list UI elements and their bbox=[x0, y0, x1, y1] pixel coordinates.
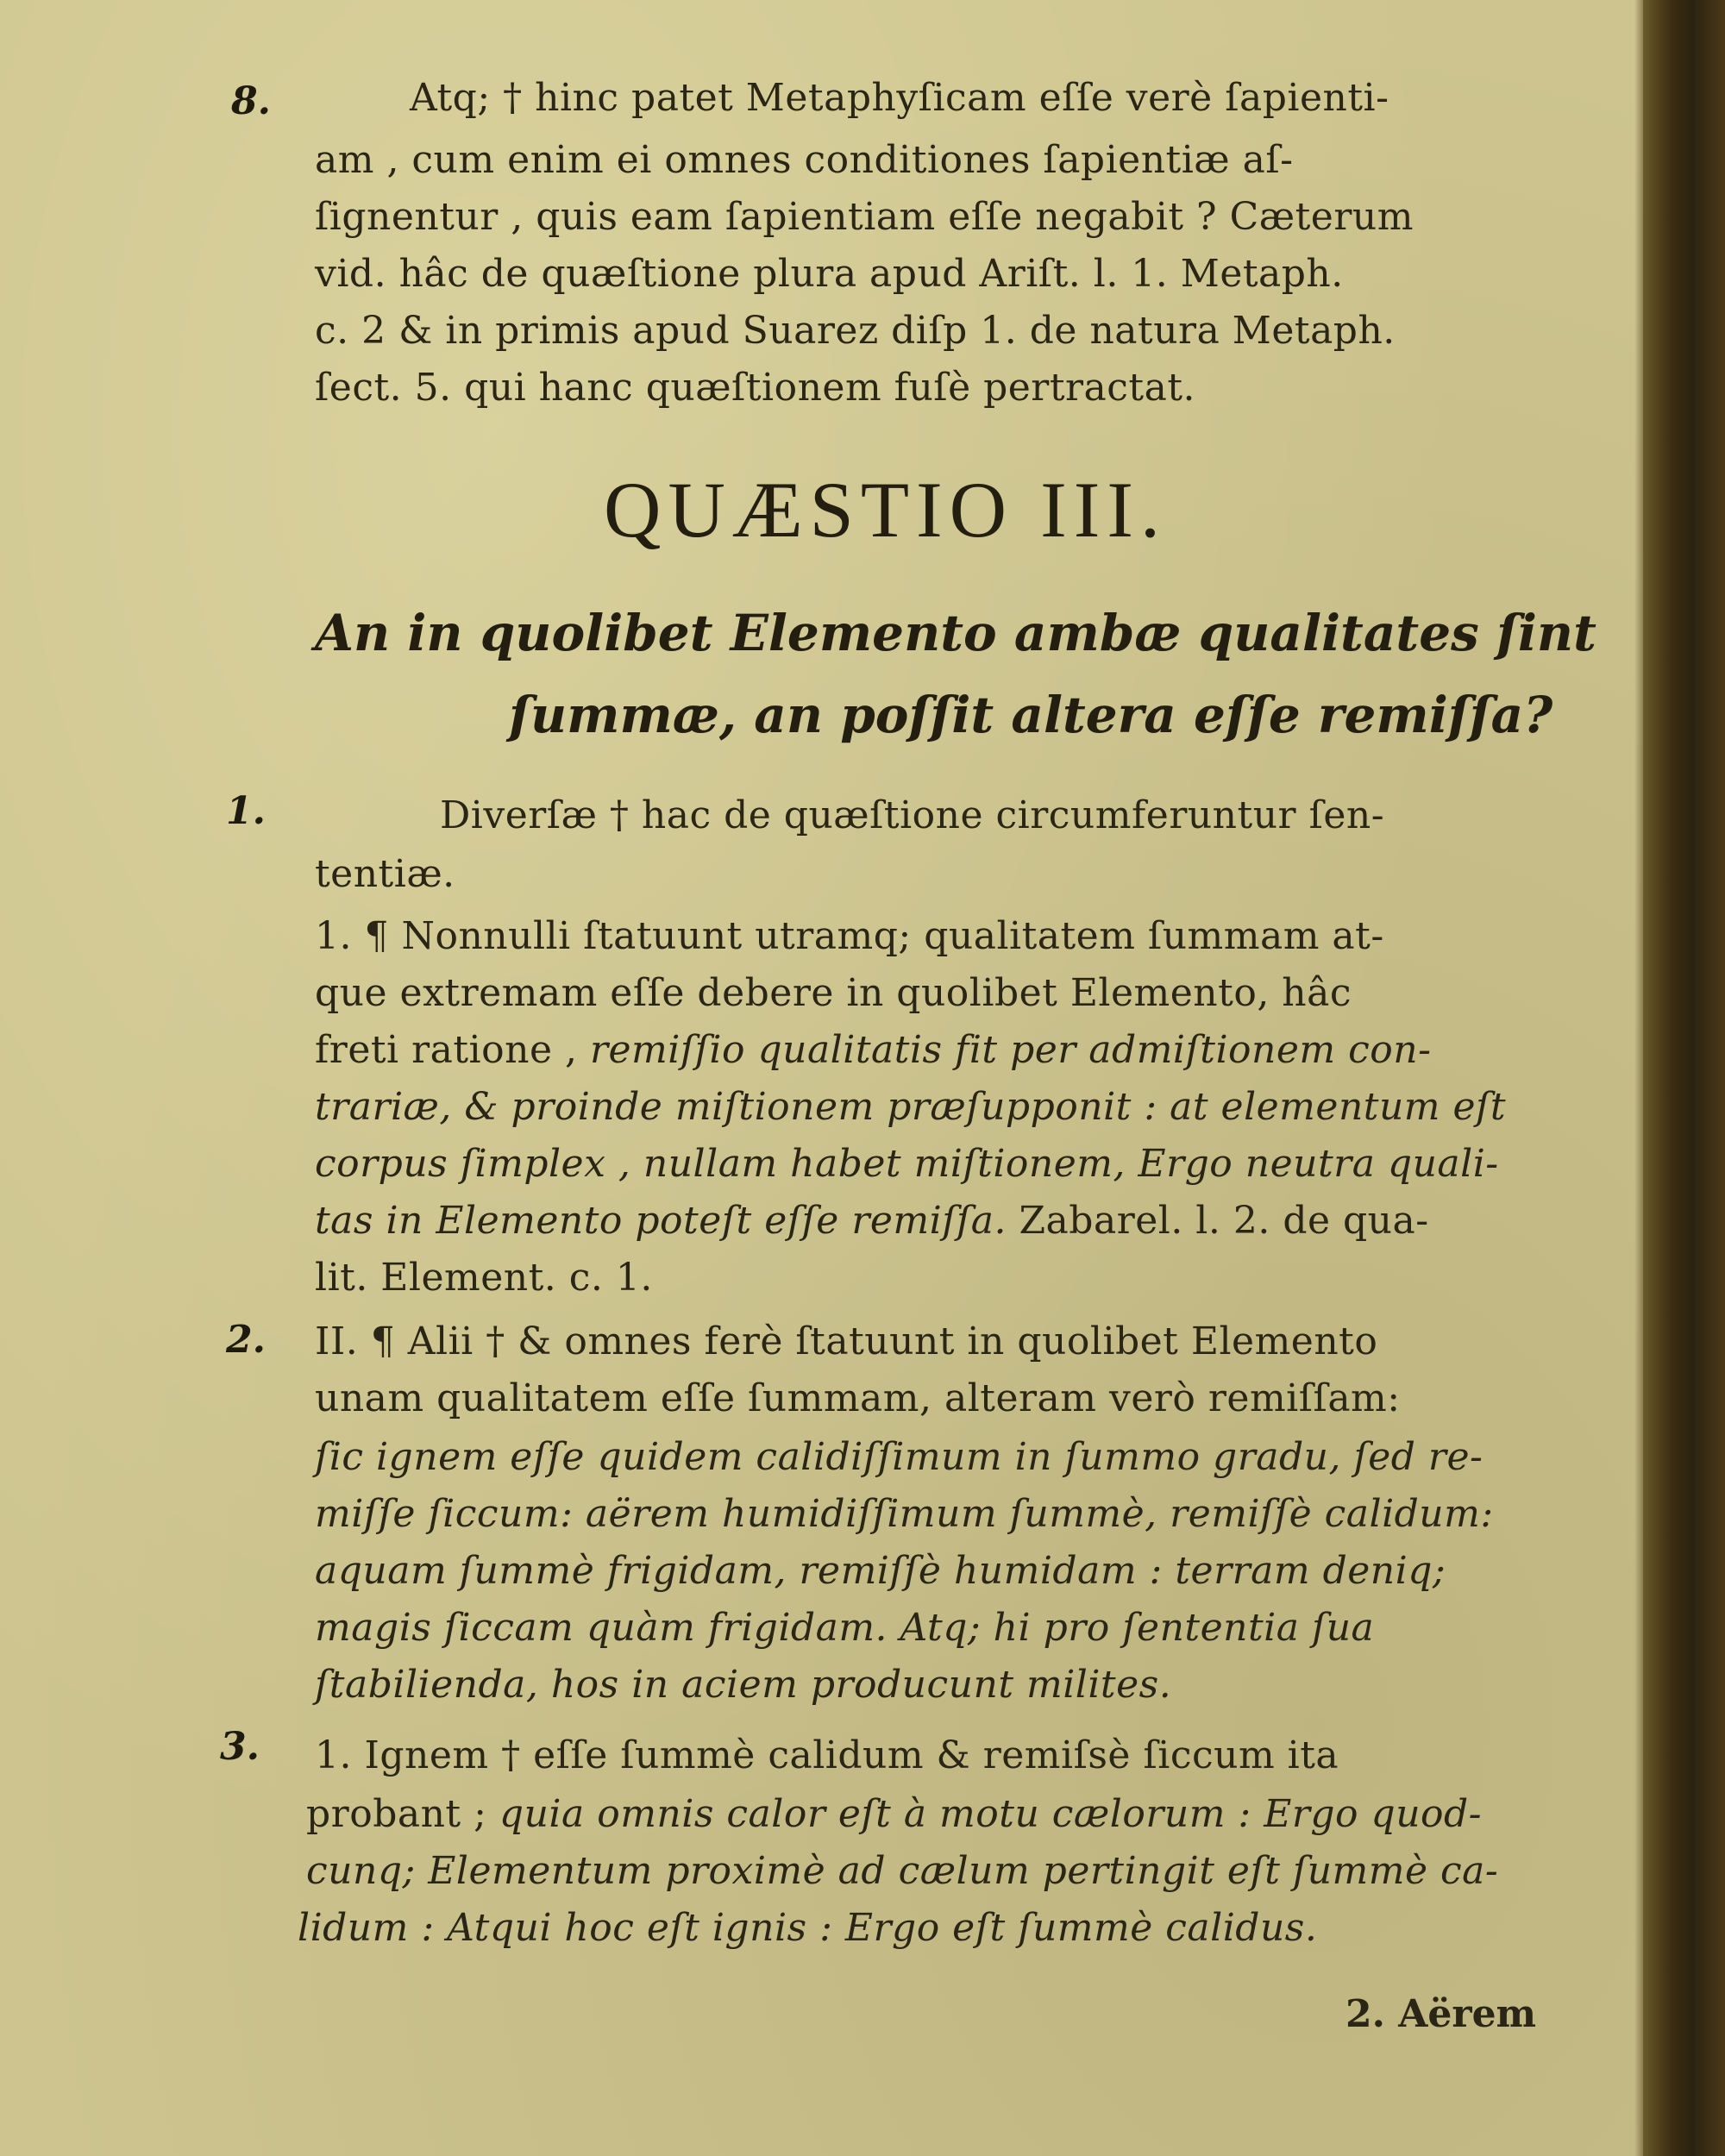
text-italic: quia omnis calor eſt à motu cælorum : Ergo quod- bbox=[499, 1792, 1483, 1836]
text-line: unam qualitatem eſſe ſummam, alteram verò remiſſam: bbox=[315, 1376, 1401, 1420]
text-line: c. 2 & in primis apud Suarez diſp 1. de natura Metaph. bbox=[315, 309, 1396, 353]
text-line: II. ¶ Alii † & omnes ferè ſtatuunt in quolibet Elemento bbox=[315, 1319, 1378, 1363]
text-line: tentiæ. bbox=[315, 852, 455, 896]
book-gutter bbox=[1643, 0, 1725, 2156]
text-line: ſtabilienda, hos in aciem producunt milites. bbox=[315, 1663, 1172, 1707]
text-italic: tas in Elemento poteſt eſſe remiſſa. bbox=[315, 1199, 1007, 1243]
text-line: aquam ſummè frigidam, remiſſè humidam : terram deniq; bbox=[315, 1549, 1446, 1593]
text-line: Diverſæ † hac de quæſtione circumferuntur ſen- bbox=[440, 793, 1385, 837]
text-line: magis ſiccam quàm frigidam. Atq; hi pro ſententia ſua bbox=[315, 1606, 1375, 1650]
text-line: am , cum enim ei omnes conditiones ſapientiæ aſ- bbox=[315, 138, 1294, 182]
text-line bbox=[315, 1199, 1429, 1244]
question-subtitle-line: An in quolibet Elemento ambæ qualitates ſint bbox=[315, 604, 1596, 662]
text-line: corpus ſimplex , nullam habet miſtionem, Ergo neutra quali- bbox=[315, 1142, 1499, 1186]
text-line: ſic ignem eſſe quidem calidiſſimum in ſummo gradu, ſed re- bbox=[315, 1435, 1484, 1479]
text-line: 1. Ignem † eſſe ſummè calidum & remiſsè ſiccum ita bbox=[315, 1733, 1339, 1777]
text-line: vid. hâc de quæſtione plura apud Ariſt. l. 1. Metaph. bbox=[315, 252, 1344, 296]
text-line: cunq; Elementum proximè ad cælum pertingit eſt ſummè ca- bbox=[306, 1849, 1499, 1893]
text-line: ſignentur , quis eam ſapientiam eſſe negabit ? Cæterum bbox=[315, 195, 1414, 239]
text-line: lit. Element. c. 1. bbox=[315, 1256, 653, 1300]
margin-number-1: 1. bbox=[226, 789, 266, 833]
text-line: trariæ, & proinde miſtionem præſupponit : at elementum eſt bbox=[315, 1085, 1507, 1129]
text-roman: probant ; bbox=[306, 1792, 499, 1836]
margin-number-2: 2. bbox=[226, 1318, 266, 1362]
question-title: QUÆSTIO III. bbox=[604, 466, 1168, 554]
question-subtitle-line: ſummæ, an poſſit altera eſſe remiſſa? bbox=[509, 686, 1553, 744]
text-line: Atq; † hinc patet Metaphyſicam eſſe verè ſapienti- bbox=[410, 76, 1389, 120]
text-roman: Zabarel. l. 2. de qua- bbox=[1007, 1199, 1429, 1243]
text-line bbox=[315, 1028, 1431, 1073]
margin-number-8: 8. bbox=[231, 79, 271, 123]
text-line: lidum : Atqui hoc eſt ignis : Ergo eſt ſummè calidus. bbox=[298, 1906, 1318, 1950]
margin-number-3: 3. bbox=[220, 1725, 260, 1769]
catchword: 2. Aërem bbox=[1346, 1992, 1537, 2036]
text-line: que extremam eſſe debere in quolibet Elemento, hâc bbox=[315, 971, 1352, 1015]
text-italic: remiſſio qualitatis fit per admiſtionem con- bbox=[589, 1028, 1432, 1072]
text-line bbox=[306, 1792, 1482, 1837]
text-roman: freti ratione , bbox=[315, 1028, 590, 1072]
text-line: 1. ¶ Nonnulli ſtatuunt utramq; qualitatem ſummam at- bbox=[315, 914, 1384, 958]
text-line: miſſe ſiccum: aërem humidiſſimum ſummè, remiſſè calidum: bbox=[315, 1492, 1494, 1536]
text-line: ſect. 5. qui hanc quæſtionem fuſè pertractat. bbox=[315, 366, 1196, 410]
